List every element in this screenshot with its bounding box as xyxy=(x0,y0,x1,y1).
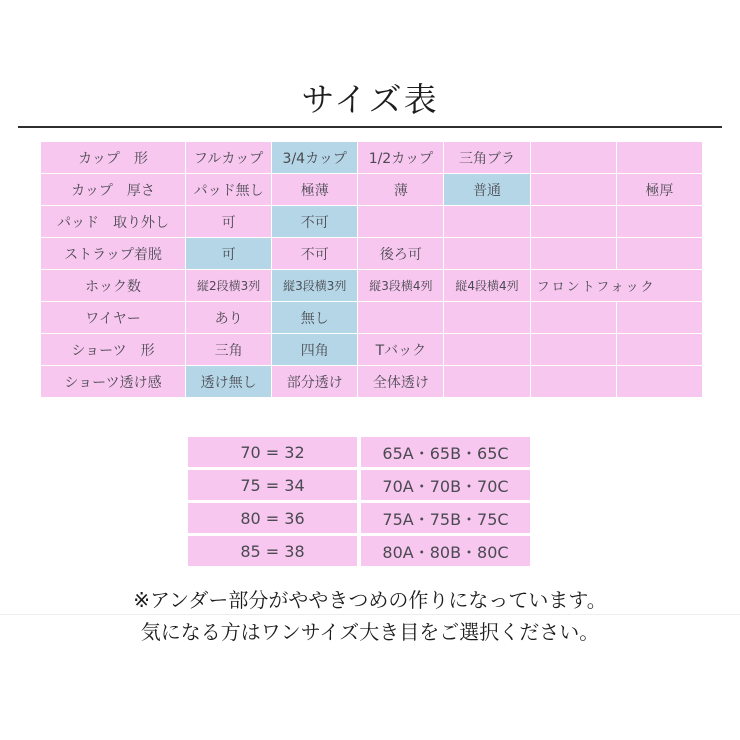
row-label: ショーツ 形 xyxy=(41,334,186,366)
spec-cell-selected: 透け無し xyxy=(186,366,272,398)
spec-cell: Tバック xyxy=(358,334,444,366)
spec-cell xyxy=(616,142,702,174)
row-label: ストラップ着脱 xyxy=(41,238,186,270)
spec-row-cup-thickness xyxy=(41,174,703,206)
spec-cell xyxy=(530,206,616,238)
size-row xyxy=(188,470,530,500)
size-jp-cell: 70 = 32 xyxy=(188,437,357,467)
spec-cell xyxy=(616,206,702,238)
row-label: ショーツ透け感 xyxy=(41,366,186,398)
row-label: ホック数 xyxy=(41,270,186,302)
spec-cell xyxy=(616,366,702,398)
spec-cell: 三角 xyxy=(186,334,272,366)
size-row xyxy=(188,437,530,467)
spec-cell-selected: 四角 xyxy=(272,334,358,366)
spec-cell xyxy=(358,302,444,334)
spec-cell xyxy=(444,206,530,238)
spec-cell: フロントフォック xyxy=(530,270,702,302)
spec-cell xyxy=(358,206,444,238)
spec-cell xyxy=(530,334,616,366)
spec-table xyxy=(40,141,703,398)
size-cup-cell: 70A・70B・70C xyxy=(361,470,530,500)
spec-cell-selected: 無し xyxy=(272,302,358,334)
spec-cell xyxy=(530,174,616,206)
spec-cell: 可 xyxy=(186,206,272,238)
size-cup-cell: 75A・75B・75C xyxy=(361,503,530,533)
spec-cell xyxy=(530,302,616,334)
spec-row-cup-shape xyxy=(41,142,703,174)
spec-cell: 後ろ可 xyxy=(358,238,444,270)
spec-cell: 三角ブラ xyxy=(444,142,530,174)
spec-cell: あり xyxy=(186,302,272,334)
spec-cell-selected: 3/4カップ xyxy=(272,142,358,174)
spec-cell: パッド無し xyxy=(186,174,272,206)
spec-cell: 不可 xyxy=(272,238,358,270)
spec-cell xyxy=(444,366,530,398)
spec-cell xyxy=(616,238,702,270)
note-line-1: ※アンダー部分がややきつめの作りになっています。 xyxy=(133,588,607,612)
size-row xyxy=(188,536,530,566)
spec-cell: フルカップ xyxy=(186,142,272,174)
spec-cell xyxy=(616,334,702,366)
spec-cell xyxy=(530,238,616,270)
size-row xyxy=(188,503,530,533)
spec-row-pad-removal xyxy=(41,206,703,238)
row-label: カップ 厚さ xyxy=(41,174,186,206)
page-title: サイズ表 xyxy=(301,80,439,119)
size-jp-cell: 75 = 34 xyxy=(188,470,357,500)
spec-row-hook-count xyxy=(41,270,703,302)
spec-cell: 薄 xyxy=(358,174,444,206)
spec-row-strap-detach xyxy=(41,238,703,270)
spec-cell: 縦3段横4列 xyxy=(358,270,444,302)
spec-row-shorts-shape xyxy=(41,334,703,366)
size-jp-cell: 85 = 38 xyxy=(188,536,357,566)
spec-cell: 部分透け xyxy=(272,366,358,398)
spec-cell-selected: 普通 xyxy=(444,174,530,206)
spec-cell xyxy=(616,302,702,334)
spec-cell xyxy=(444,334,530,366)
row-label: パッド 取り外し xyxy=(41,206,186,238)
spec-cell xyxy=(444,238,530,270)
title-divider xyxy=(18,126,722,128)
size-cup-cell: 65A・65B・65C xyxy=(361,437,530,467)
spec-cell-selected: 可 xyxy=(186,238,272,270)
spec-cell xyxy=(530,366,616,398)
spec-row-wire xyxy=(41,302,703,334)
spec-cell-selected: 不可 xyxy=(272,206,358,238)
spec-cell xyxy=(444,302,530,334)
row-label: カップ 形 xyxy=(41,142,186,174)
spec-cell xyxy=(530,142,616,174)
spec-cell: 1/2カップ xyxy=(358,142,444,174)
spec-cell: 縦2段横3列 xyxy=(186,270,272,302)
size-jp-cell: 80 = 36 xyxy=(188,503,357,533)
footer-notes xyxy=(0,584,740,648)
size-cup-cell: 80A・80B・80C xyxy=(361,536,530,566)
note-line-2: 気になる方はワンサイズ大き目をご選択ください。 xyxy=(140,620,600,644)
spec-cell: 全体透け xyxy=(358,366,444,398)
spec-cell: 極厚 xyxy=(616,174,702,206)
spec-cell: 極薄 xyxy=(272,174,358,206)
row-label: ワイヤー xyxy=(41,302,186,334)
spec-cell: 縦4段横4列 xyxy=(444,270,530,302)
size-conversion-table xyxy=(184,434,534,569)
spec-row-shorts-sheerness xyxy=(41,366,703,398)
spec-cell-selected: 縦3段横3列 xyxy=(272,270,358,302)
